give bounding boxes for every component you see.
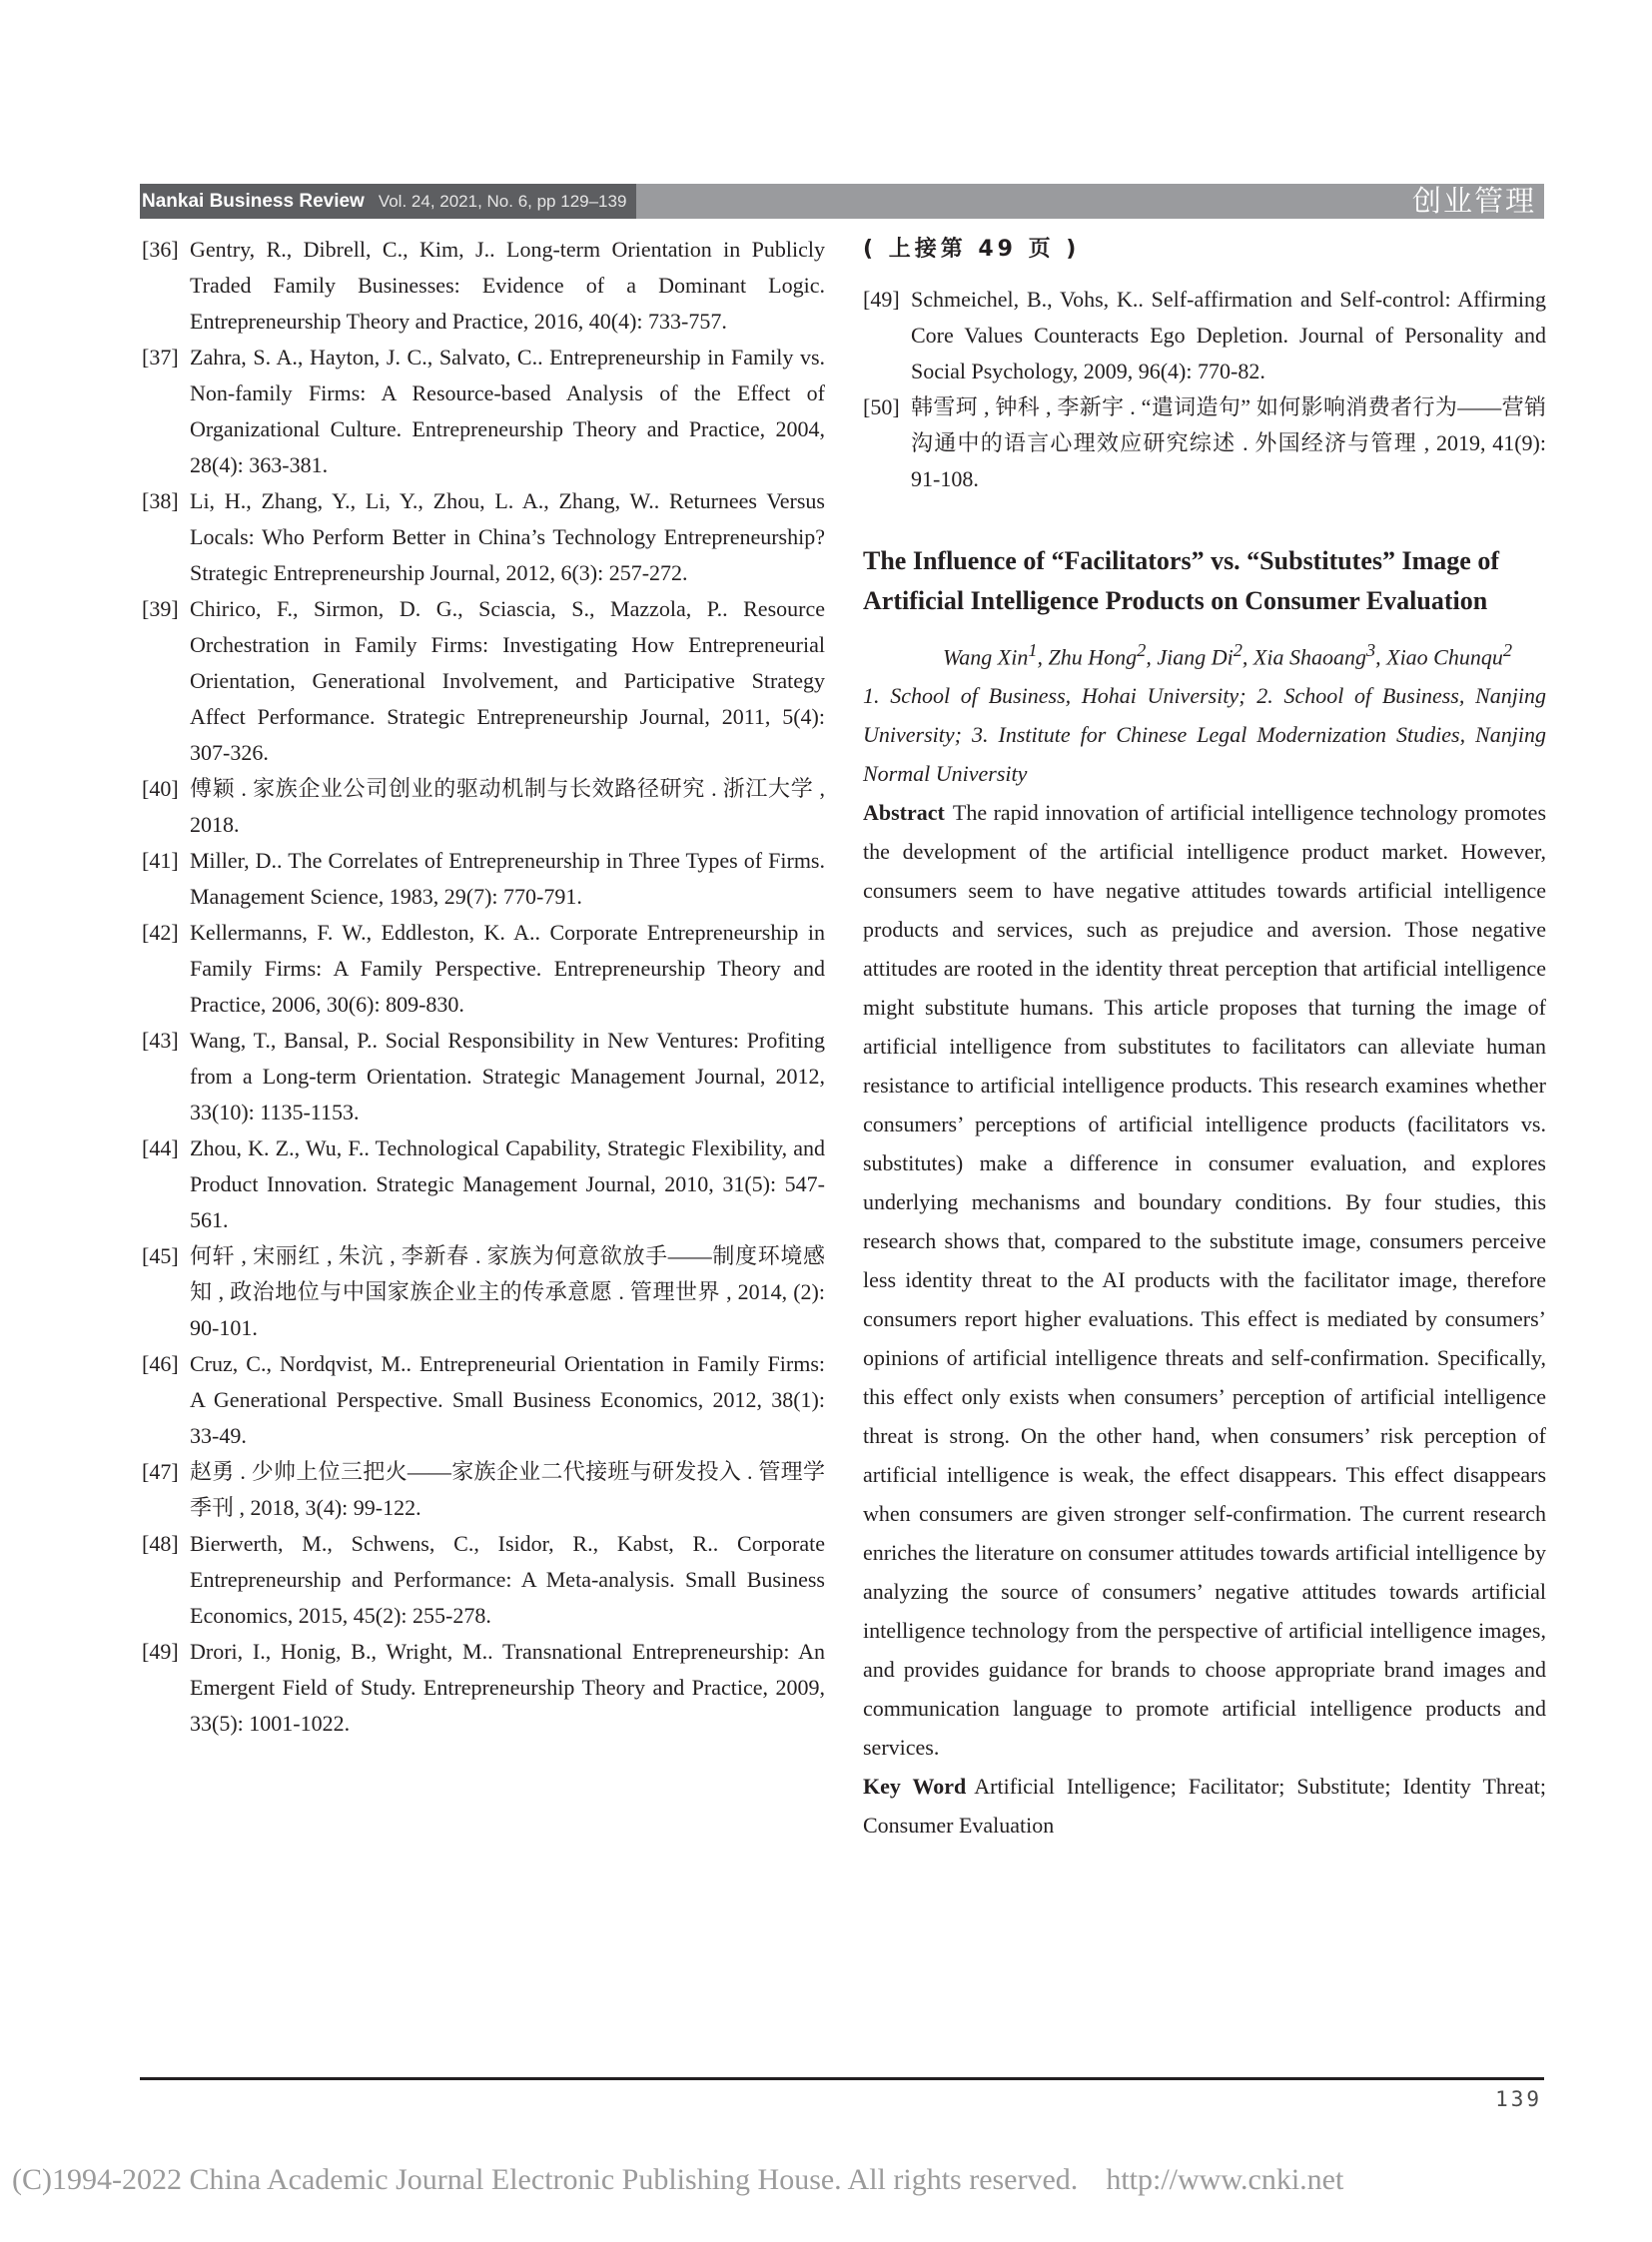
reference-number: [49] xyxy=(863,287,900,312)
reference-number: [49] xyxy=(142,1639,179,1664)
author-name: Wang Xin xyxy=(943,644,1029,670)
reference-text: 傅颖 . 家族企业公司创业的驱动机制与长效路径研究 . 浙江大学 , 2018. xyxy=(190,776,825,837)
abstract-label: Abstract xyxy=(863,800,945,826)
author-affiliation-mark: 3 xyxy=(1365,640,1376,660)
reference-number: [50] xyxy=(863,394,900,419)
reference-item xyxy=(142,483,825,591)
author-affiliation-mark: 1 xyxy=(1028,640,1038,660)
reference-item xyxy=(863,389,1546,497)
reference-number: [45] xyxy=(142,1243,179,1268)
left-column xyxy=(142,232,825,1742)
reference-text: 何轩 , 宋丽红 , 朱沆 , 李新春 . 家族为何意欲放手——制度环境感知 , 政治地位与中国家族企业主的传承意愿 . 管理世界 , 2014, (2): 90-101. xyxy=(190,1243,825,1340)
author-name: Jiang Di xyxy=(1157,644,1234,670)
journal-volume: Vol. 24, 2021, No. 6, pp 129–139 xyxy=(378,192,627,211)
journal-name: Nankai Business Review xyxy=(142,191,365,212)
copyright-watermark xyxy=(12,2163,1650,2197)
reference-number: [39] xyxy=(142,596,179,621)
reference-number: [47] xyxy=(142,1459,179,1484)
footer-rule xyxy=(140,2077,1544,2080)
reference-text: Miller, D.. The Correlates of Entrepreneurship in Three Types of Firms. Management Science, 1983, 29(7): 770-791. xyxy=(190,848,825,909)
reference-item xyxy=(142,1238,825,1346)
keywords xyxy=(863,1767,1546,1845)
section-title: 创业管理 xyxy=(1411,184,1536,218)
running-header xyxy=(140,184,1544,219)
affiliations: 1. School of Business, Hohai University; 2. School of Business, Nanjing University; 3. Institute for Chinese Legal Modernization Studies, Nanjing Normal University xyxy=(863,683,1546,787)
reference-number: [37] xyxy=(142,345,179,370)
reference-item xyxy=(142,591,825,771)
abstract xyxy=(863,793,1546,1767)
reference-text: Bierwerth, M., Schwens, C., Isidor, R., Kabst, R.. Corporate Entrepreneurship and Performance: A Meta-analysis. Small Business Economics, 2015, 45(2): 255-278. xyxy=(190,1531,825,1628)
reference-text: Li, H., Zhang, Y., Li, Y., Zhou, L. A., Zhang, W.. Returnees Versus Locals: Who Perform Better in China’s Technology Entrepreneurship? Strategic Entrepreneurship Journal, 2012, 6(3): 257-272. xyxy=(190,488,825,585)
keywords-text: Artificial Intelligence; Facilitator; Substitute; Identity Threat; Consumer Evaluation xyxy=(863,1774,1547,1839)
article-title: The Influence of “Facilitators” vs. “Substitutes” Image of Artificial Intelligence Products on Consumer Evaluation xyxy=(863,546,1499,615)
reference-item xyxy=(142,1130,825,1238)
reference-text: 赵勇 . 少帅上位三把火——家族企业二代接班与研发投入 . 管理学季刊 , 2018, 3(4): 99-122. xyxy=(190,1459,825,1520)
right-column xyxy=(863,232,1546,1845)
author-name: Xia Shaoang xyxy=(1252,644,1366,670)
reference-number: [41] xyxy=(142,848,179,873)
author-name: Xiao Chunqu xyxy=(1386,644,1503,670)
reference-item xyxy=(142,232,825,340)
reference-number: [44] xyxy=(142,1135,179,1160)
continued-note: ( 上接第 49 页 ) xyxy=(863,237,1081,262)
reference-item xyxy=(142,1346,825,1454)
reference-text: Zhou, K. Z., Wu, F.. Technological Capability, Strategic Flexibility, and Product Innovation. Strategic Management Journal, 2010, 31(5): 547-561. xyxy=(190,1135,825,1232)
reference-text: Schmeichel, B., Vohs, K.. Self-affirmation and Self-control: Affirming Core Values Counteracts Ego Depletion. Journal of Personality and Social Psychology, 2009, 96(4): 770-82. xyxy=(911,287,1546,383)
reference-item xyxy=(863,282,1546,389)
author-list: Wang Xin$^1$, Zhu Hong$^2$, Jiang Di$^2$, Xia Shaoang$^3$, Xiao Chunqu$^2$ xyxy=(943,640,1513,670)
reference-number: [36] xyxy=(142,237,179,262)
author-affiliation-mark: 2 xyxy=(1502,640,1513,660)
reference-text: Cruz, C., Nordqvist, M.. Entrepreneurial Orientation in Family Firms: A Generational Perspective. Small Business Economics, 2012, 38(1): 33-49. xyxy=(190,1351,825,1448)
reference-item xyxy=(142,843,825,915)
reference-text: Gentry, R., Dibrell, C., Kim, J.. Long-term Orientation in Publicly Traded Family Businesses: Evidence of a Dominant Logic. Entrepreneurship Theory and Practice, 2016, 40(4): 733-757. xyxy=(190,237,825,334)
page-number: 139 xyxy=(1495,2087,1542,2111)
reference-text: Wang, T., Bansal, P.. Social Responsibility in New Ventures: Profiting from a Long-term Orientation. Strategic Management Journal, 2012, 33(10): 1135-1153. xyxy=(190,1028,825,1124)
abstract-text: The rapid innovation of artificial intelligence technology promotes the development of the artificial intelligence product market. However, consumers seem to have negative attitudes towards artificial intelligence products and services, such as prejudice and aversion. Those negative attitudes are rooted in the identity threat perception that artificial intelligence might substitute humans. This article proposes that turning the image of artificial intelligence from substitutes to facilitators can alleviate human resistance to artificial intelligence products. This research examines whether consumers’ perceptions of artificial intelligence products (facilitators vs. substitutes) make a difference in consumer evaluation, and explores underlying mechanisms and boundary conditions. By four studies, this research shows that, compared to the substitute image, consumers perceive less identity threat to the AI products with the facilitator image, therefore consumers report higher evaluations. This effect is mediated by consumers’ opinions of artificial intelligence threats and self-confirmation. Specifically, this effect only exists when consumers’ perception of artificial intelligence threat is strong. On the other hand, when consumers’ risk perception of artificial intelligence is weak, the effect disappears. This effect disappears when consumers are given stronger self-confirmation. The current research enriches the literature on consumer attitudes towards artificial intelligence by analyzing the source of consumers’ negative attitudes towards artificial intelligence technology from the perspective of artificial intelligence images, and provides guidance for brands to choose appropriate brand images and communication language to promote artificial intelligence products and services. xyxy=(863,800,1546,1761)
reference-text: Kellermanns, F. W., Eddleston, K. A.. Corporate Entrepreneurship in Family Firms: A Family Perspective. Entrepreneurship Theory and Practice, 2006, 30(6): 809-830. xyxy=(190,920,825,1017)
reference-item xyxy=(142,1023,825,1130)
author-affiliation-mark: 2 xyxy=(1233,640,1242,660)
reference-number: [43] xyxy=(142,1028,179,1053)
reference-item xyxy=(142,771,825,843)
reference-number: [48] xyxy=(142,1531,179,1556)
reference-number: [40] xyxy=(142,776,179,801)
journal-banner xyxy=(140,184,636,219)
reference-number: [46] xyxy=(142,1351,179,1376)
author-name: Zhu Hong xyxy=(1048,644,1138,670)
keywords-label: Key Word xyxy=(863,1774,967,1800)
reference-text: Chirico, F., Sirmon, D. G., Sciascia, S., Mazzola, P.. Resource Orchestration in Family Firms: Investigating How Entrepreneurial Orientation, Generational Involvement, and Participative Strategy Affect Performance. Strategic Entrepreneurship Journal, 2011, 5(4): 307-326. xyxy=(190,596,825,765)
reference-item xyxy=(142,1526,825,1634)
reference-item xyxy=(142,1454,825,1526)
reference-number: [42] xyxy=(142,920,179,945)
reference-text: Zahra, S. A., Hayton, J. C., Salvato, C.. Entrepreneurship in Family vs. Non-family Firms: A Resource-based Analysis of the Effect of Organizational Culture. Entrepreneurship Theory and Practice, 2004, 28(4): 363-381. xyxy=(190,345,825,477)
reference-item xyxy=(142,1634,825,1742)
copyright-text: (C)1994-2022 China Academic Journal Electronic Publishing House. All rights reserved. xyxy=(12,2163,1079,2196)
publisher-url: http://www.cnki.net xyxy=(1106,2163,1344,2196)
author-affiliation-mark: 2 xyxy=(1137,640,1147,660)
reference-number: [38] xyxy=(142,488,179,513)
reference-item xyxy=(142,340,825,483)
reference-text: 韩雪珂 , 钟科 , 李新宇 . “遣词造句” 如何影响消费者行为——营销沟通中的语言心理效应研究综述 . 外国经济与管理 , 2019, 41(9): 91-108. xyxy=(911,394,1546,491)
reference-text: Drori, I., Honig, B., Wright, M.. Transnational Entrepreneurship: An Emergent Field of Study. Entrepreneurship Theory and Practice, 2009, 33(5): 1001-1022. xyxy=(190,1639,825,1736)
reference-item xyxy=(142,915,825,1023)
